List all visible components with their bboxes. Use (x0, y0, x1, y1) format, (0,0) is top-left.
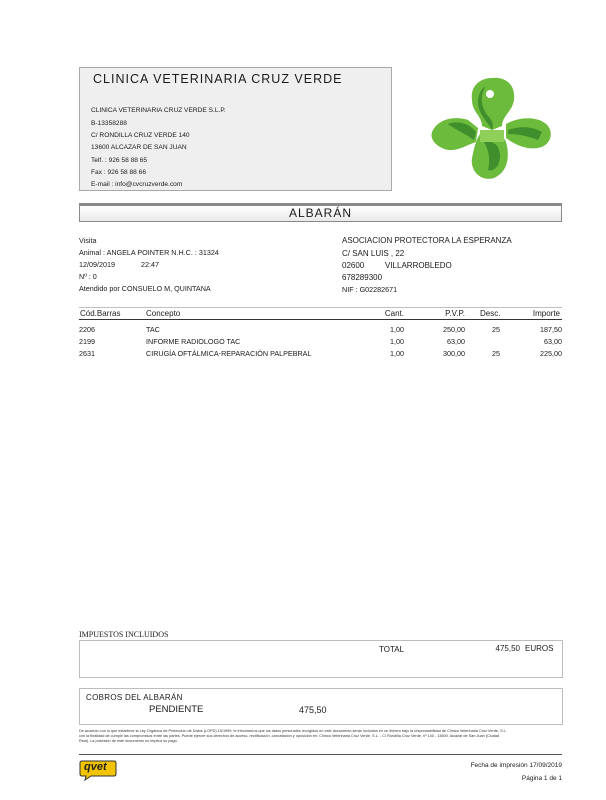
clinic-phone: Telf. : 926 58 88 65 (91, 157, 148, 164)
total-label: TOTAL (379, 645, 405, 654)
payments-status: PENDIENTE (149, 704, 204, 715)
clinic-legal-name: CLINICA VETERINARIA CRUZ VERDE S.L.P. (91, 107, 226, 114)
col-header-code: Cód.Barras (80, 309, 121, 318)
col-header-qty: Cant. (384, 309, 404, 318)
customer-name: ASOCIACION PROTECTORA LA ESPERANZA (342, 236, 512, 245)
row-code: 2206 (79, 325, 95, 334)
clinic-cif: B-13358288 (91, 120, 127, 127)
row-qty: 1,00 (390, 325, 404, 334)
table-header-rule (79, 319, 562, 320)
col-header-price: P.V.P. (445, 309, 465, 318)
footer-rule (79, 754, 562, 755)
col-header-discount: Desc. (480, 309, 501, 318)
row-discount: 25 (492, 325, 500, 334)
customer-postal: 02600 (342, 261, 365, 270)
clinic-fax: Fax : 926 58 88 66 (91, 169, 146, 176)
visit-label: Visita (79, 236, 97, 245)
total-currency: EUROS (525, 644, 554, 653)
customer-phone: 678289300 (342, 273, 383, 282)
page-number: Página 1 de 1 (521, 775, 562, 782)
col-header-amount: Importe (532, 309, 560, 318)
total-value: 475,50 (495, 644, 520, 653)
clinic-name: CLINICA VETERINARIA CRUZ VERDE (93, 72, 343, 86)
clinic-email: E-mail : info@cvcruzverde.com (91, 181, 183, 188)
qvet-logo-text: qvet (84, 761, 107, 773)
row-concept: INFORME RADIOLOGO TAC (146, 337, 241, 346)
payments-title: COBROS DEL ALBARÁN (86, 693, 183, 702)
row-amount: 225,00 (540, 349, 562, 358)
clinic-logo (428, 72, 556, 184)
clinic-city: 13600 ALCAZAR DE SAN JUAN (91, 144, 187, 151)
visit-animal: Animal : ANGELA POINTER N.H.C. : 31324 (79, 248, 219, 257)
row-price: 63,00 (447, 337, 465, 346)
visit-number: Nº : 0 (79, 272, 97, 281)
row-code: 2631 (79, 349, 95, 358)
table-top-rule (79, 307, 562, 308)
print-date: Fecha de impresión 17/09/2019 (470, 762, 562, 769)
visit-time: 22:47 (141, 260, 159, 269)
visit-date: 12/09/2019 (79, 260, 115, 269)
row-qty: 1,00 (390, 349, 404, 358)
row-discount: 25 (492, 349, 500, 358)
legal-notice: De acuerdo con lo que establece la Ley Orgánica de Protección de Datos (LOPD) 15/1999, le informamos que los datos personales recogidos en este documento serán incluidos en un fichero bajo la responsabilidad de Clínica Veterinaria Cruz Verde, S.L. con la finalidad de cumplir las compromisos entre las partes. Puede ejercer sus derechos de acceso, rectificación, cancelación y oposición en: Clínica Veterinaria Cruz Verde, S.L. - C/ Rondilla Cruz Verde, nº 140 - 13600, Alcázar de San Juan (Ciudad Real). La posesión de este documento no implica su pago. (79, 729, 507, 743)
row-qty: 1,00 (390, 337, 404, 346)
qvet-logo (79, 759, 117, 781)
customer-street: C/ SAN LUIS , 22 (342, 249, 405, 258)
row-amount: 63,00 (544, 337, 562, 346)
row-amount: 187,50 (540, 325, 562, 334)
row-price: 300,00 (443, 349, 465, 358)
customer-nif: NIF : G02282671 (342, 285, 398, 294)
col-header-concept: Concepto (146, 309, 181, 318)
document-title: ALBARÁN (79, 203, 562, 222)
payments-value: 475,50 (299, 705, 327, 715)
row-price: 250,00 (443, 325, 465, 334)
visit-attended-by: Atendido por CONSUELO M, QUINTANA (79, 284, 211, 293)
taxes-included-label: IMPUESTOS INCLUIDOS (79, 630, 169, 639)
row-code: 2199 (79, 337, 95, 346)
clinic-street: C/ RONDILLA CRUZ VERDE 140 (91, 132, 190, 139)
row-concept: CIRUGÍA OFTÁLMICA-REPARACIÓN PALPEBRAL (146, 349, 312, 358)
customer-town: VILLARROBLEDO (385, 261, 452, 270)
row-concept: TAC (146, 325, 160, 334)
